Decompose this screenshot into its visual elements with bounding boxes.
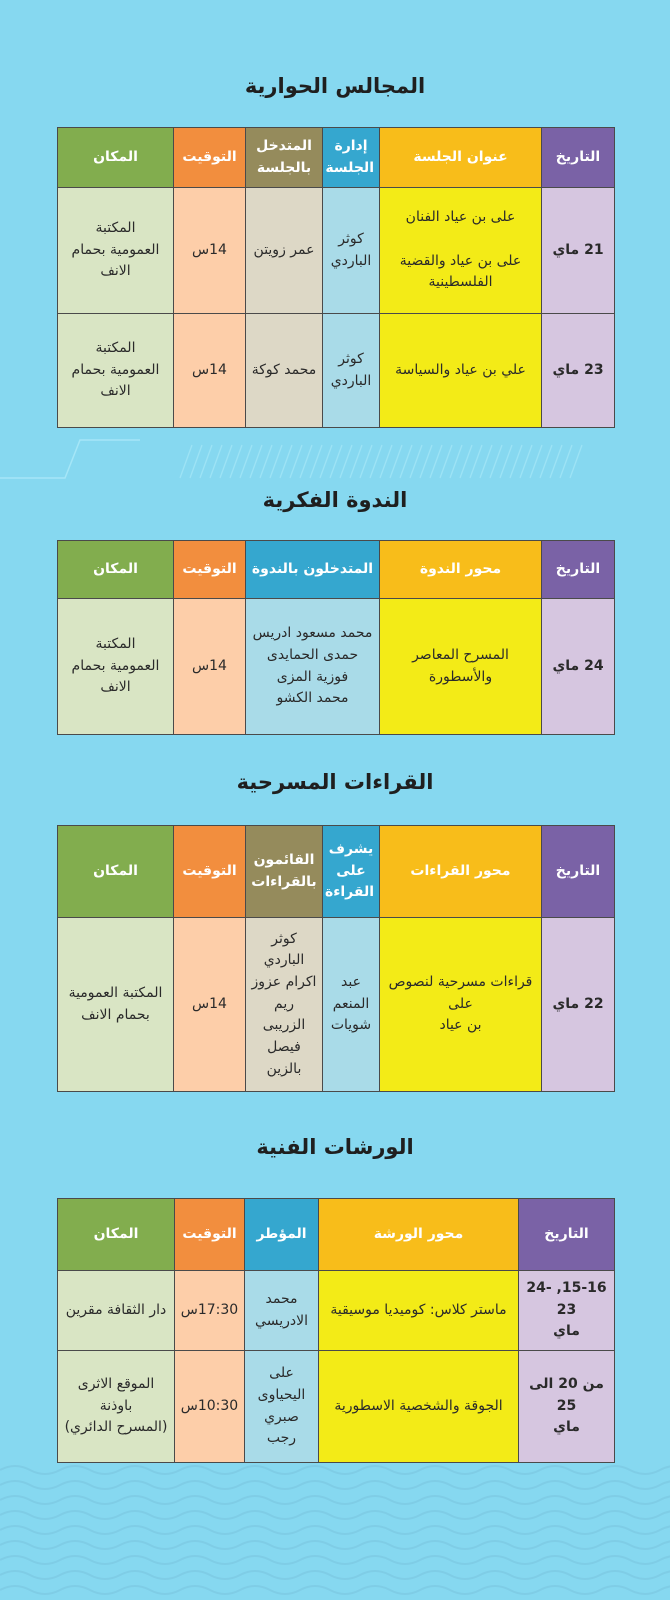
speaker-cell: عمر زويتن: [246, 188, 323, 314]
intellectual-symposium-table: [57, 540, 615, 735]
header-time: التوقيت: [174, 826, 246, 918]
speaker-cell: محمد كوكة: [246, 314, 323, 428]
header-readers: القائمون بالقراءات: [246, 826, 323, 918]
header-supervisor: يشرف على القراءة: [323, 826, 380, 918]
section-title-dialogue-sessions: المجالس الحوارية: [244, 74, 426, 98]
table-row: [58, 1271, 615, 1351]
date-cell: 22 ماي: [542, 918, 615, 1092]
table-row: [58, 188, 615, 314]
header-topic: محور الورشة: [319, 1199, 519, 1271]
table-row: [58, 918, 615, 1092]
header-place: المكان: [58, 826, 174, 918]
table-row: [58, 599, 615, 735]
place-cell: دار الثقافة مقرين: [58, 1271, 175, 1351]
place-cell: المكتبة العمومية بحمام الانف: [58, 918, 174, 1092]
table-row: [58, 1351, 615, 1463]
trainer-cell: محمد الادريسي: [245, 1271, 319, 1351]
topic-cell: ماستر كلاس: كوميديا موسيقية: [319, 1271, 519, 1351]
section-title-intellectual-symposium: الندوة الفكرية: [262, 488, 408, 512]
time-cell: 14س: [174, 599, 246, 735]
topic-cell: الجوقة والشخصية الاسطورية: [319, 1351, 519, 1463]
date-cell: 21 ماي: [542, 188, 615, 314]
moderator-cell: كوثر الباردي: [323, 314, 380, 428]
section-title-theatrical-readings: القراءات المسرحية: [236, 770, 434, 794]
header-date: التاريخ: [542, 128, 615, 188]
time-cell: 17:30س: [175, 1271, 245, 1351]
date-cell: 24 ماي: [542, 599, 615, 735]
title-cell: علي بن عياد والسياسة: [380, 314, 542, 428]
header-time: التوقيت: [174, 541, 246, 599]
supervisor-cell: عبد المنعم شويات: [323, 918, 380, 1092]
header-title: عنوان الجلسة: [380, 128, 542, 188]
date-cell: 15-16, 24-23 ماي: [519, 1271, 615, 1351]
date-cell: 23 ماي: [542, 314, 615, 428]
table-row: [58, 314, 615, 428]
theatrical-readings-table: [57, 825, 615, 1092]
dialogue-sessions-table: [57, 127, 615, 428]
title-cell: على بن عياد الفنان على بن عياد والقضية الفلسطينية: [380, 188, 542, 314]
time-cell: 10:30س: [175, 1351, 245, 1463]
header-date: التاريخ: [519, 1199, 615, 1271]
art-workshops-table: [57, 1198, 615, 1463]
header-date: التاريخ: [542, 541, 615, 599]
readers-cell: كوثر الباردي اكرام عزوز ريم الزريبى فيصل بالزين: [246, 918, 323, 1092]
table-header-row: [58, 541, 615, 599]
header-place: المكان: [58, 1199, 175, 1271]
table-header-row: [58, 826, 615, 918]
trainer-cell: على اليحياوى صبري رجب: [245, 1351, 319, 1463]
table-header-row: [58, 1199, 615, 1271]
header-trainer: المؤطر: [245, 1199, 319, 1271]
header-time: التوقيت: [175, 1199, 245, 1271]
place-cell: المكتبة العمومية بحمام الانف: [58, 188, 174, 314]
section-title-art-workshops: الورشات الفنية: [256, 1135, 414, 1159]
place-cell: الموقع الاثرى باوذنة (المسرح الدائري): [58, 1351, 175, 1463]
header-topic: محور القراءات: [380, 826, 542, 918]
place-cell: المكتبة العمومية بحمام الانف: [58, 314, 174, 428]
speakers-cell: محمد مسعود ادريس حمدى الحمايدى فوزية المزى محمد الكشو: [246, 599, 380, 735]
header-place: المكان: [58, 541, 174, 599]
header-speakers: المتدخلون بالندوة: [246, 541, 380, 599]
moderator-cell: كوثر الباردي: [323, 188, 380, 314]
topic-cell: قراءات مسرحية لنصوص على بن عياد: [380, 918, 542, 1092]
header-date: التاريخ: [542, 826, 615, 918]
header-place: المكان: [58, 128, 174, 188]
time-cell: 14س: [174, 918, 246, 1092]
header-time: التوقيت: [174, 128, 246, 188]
header-topic: محور الندوة: [380, 541, 542, 599]
date-cell: من 20 الى 25 ماي: [519, 1351, 615, 1463]
place-cell: المكتبة العمومية بحمام الانف: [58, 599, 174, 735]
table-header-row: [58, 128, 615, 188]
time-cell: 14س: [174, 314, 246, 428]
topic-cell: المسرح المعاصر والأسطورة: [380, 599, 542, 735]
header-speaker: المتدخل بالجلسة: [246, 128, 323, 188]
time-cell: 14س: [174, 188, 246, 314]
header-moderator: إدارة الجلسة: [323, 128, 380, 188]
